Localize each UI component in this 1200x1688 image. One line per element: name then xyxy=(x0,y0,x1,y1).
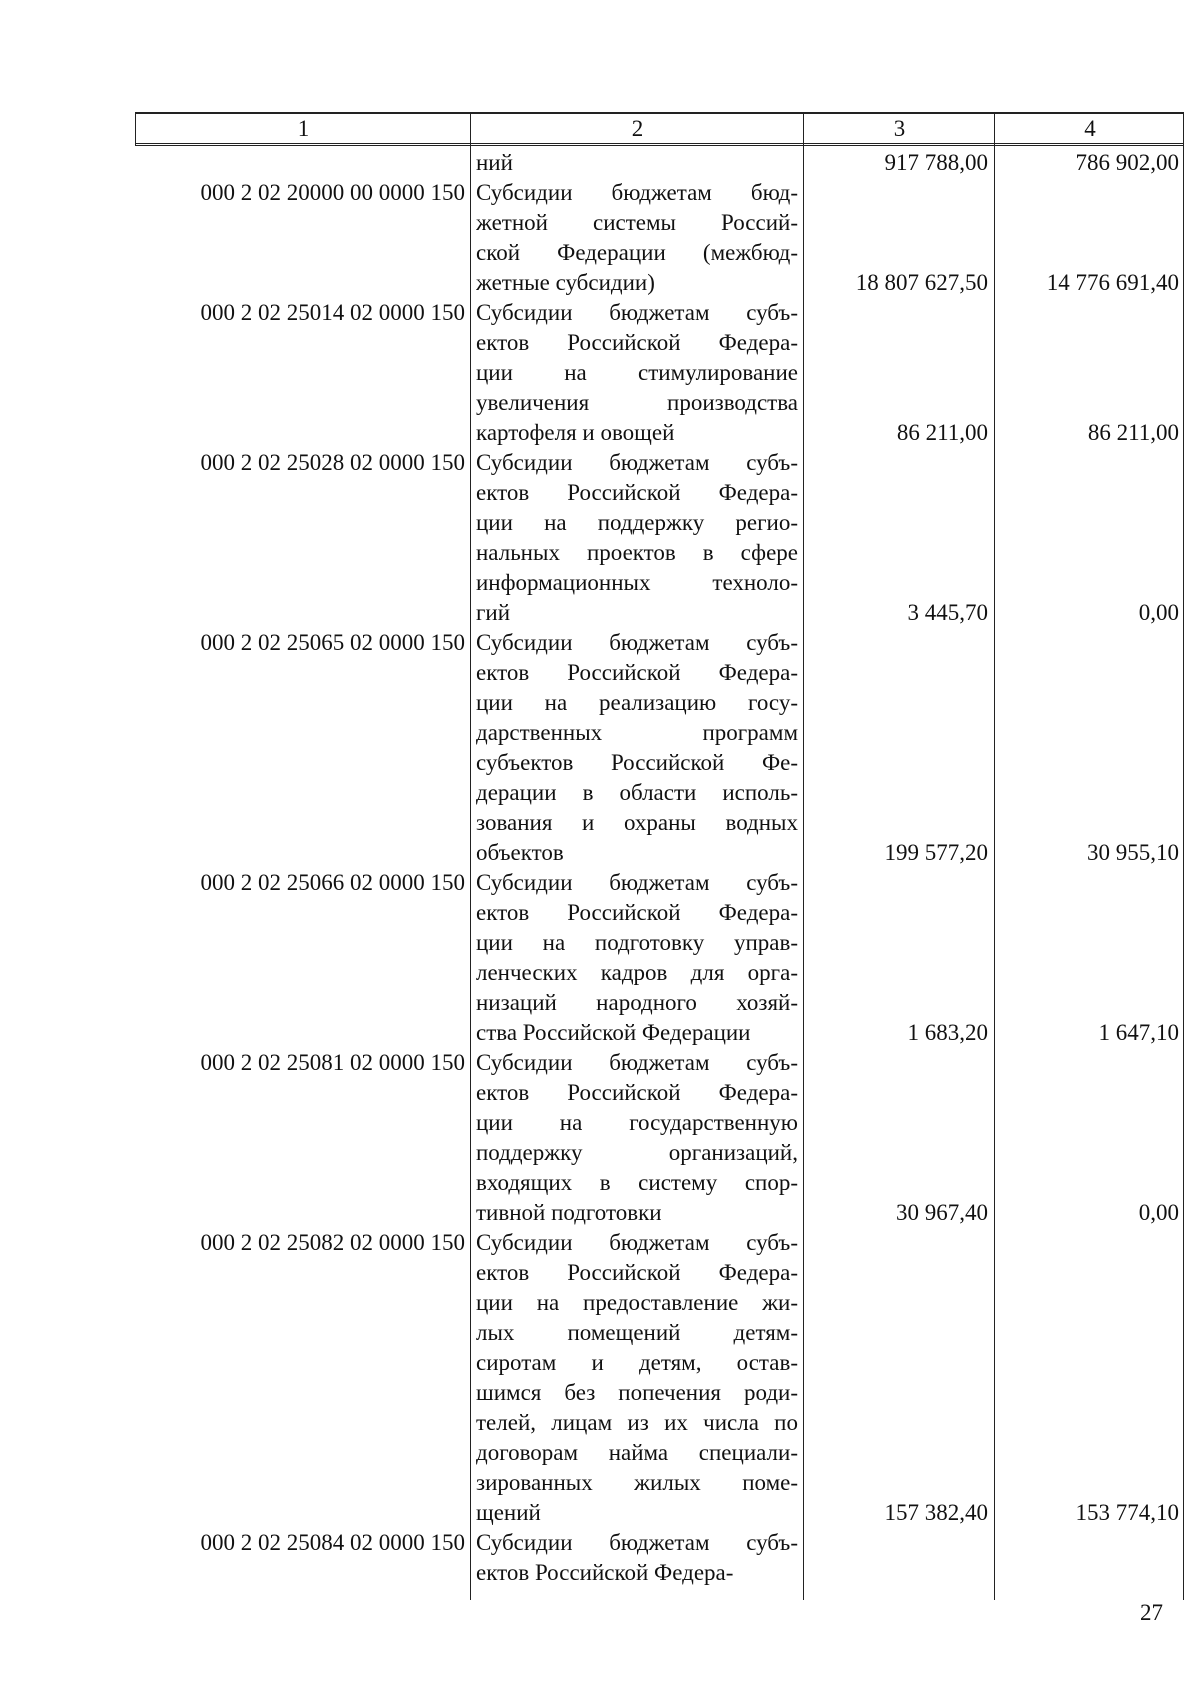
budget-code: 000 2 02 20000 00 0000 150 xyxy=(200,180,465,205)
description-line: Субсидии бюджетам субъ- xyxy=(476,1050,798,1075)
budget-code: 000 2 02 25028 02 0000 150 xyxy=(200,450,465,475)
row-description xyxy=(476,868,798,1048)
column-header-4: 4 xyxy=(1084,116,1096,141)
amount-column-4: 153 774,10 xyxy=(1075,1500,1179,1525)
budget-code: 000 2 02 25082 02 0000 150 xyxy=(200,1230,465,1255)
description-line: ектов Российской Федера- xyxy=(476,330,798,355)
description-line: жетной системы Россий- xyxy=(476,210,798,235)
amount-column-3: 1 683,20 xyxy=(907,1020,988,1045)
amount-column-3: 30 967,40 xyxy=(896,1200,988,1225)
description-line: объектов xyxy=(476,840,564,865)
description-line: Субсидии бюджетам субъ- xyxy=(476,870,798,895)
description-line: ции на стимулирование xyxy=(476,360,798,385)
amount-column-3: 86 211,00 xyxy=(896,420,988,445)
description-line: ции на подготовку управ- xyxy=(476,930,798,955)
description-line: ектов Российской Федера- xyxy=(476,660,798,685)
amount-column-3: 199 577,20 xyxy=(884,840,988,865)
table-row xyxy=(135,628,1184,868)
description-line: информационных техноло- xyxy=(476,570,798,595)
amount-column-4: 30 955,10 xyxy=(1087,840,1179,865)
amount-column-3: 917 788,00 xyxy=(884,150,988,175)
description-line: входящих в систему спор- xyxy=(476,1170,798,1195)
description-line: ний xyxy=(476,150,513,175)
description-line: дерации в области исполь- xyxy=(476,780,798,805)
budget-code: 000 2 02 25081 02 0000 150 xyxy=(200,1050,465,1075)
amount-column-3: 18 807 627,50 xyxy=(855,270,988,295)
description-line: зированных жилых поме- xyxy=(476,1470,798,1495)
description-line: поддержку организаций, xyxy=(476,1140,798,1165)
description-line: ской Федерации (межбюд- xyxy=(476,240,798,265)
budget-code: 000 2 02 25065 02 0000 150 xyxy=(200,630,465,655)
description-line: Субсидии бюджетам субъ- xyxy=(476,1230,798,1255)
description-line: Субсидии бюджетам субъ- xyxy=(476,630,798,655)
table-left-border xyxy=(135,112,136,146)
description-line: Субсидии бюджетам субъ- xyxy=(476,1530,798,1555)
description-line: ектов Российской Федера- xyxy=(476,1560,734,1585)
row-description xyxy=(476,628,798,868)
description-line: зования и охраны водных xyxy=(476,810,798,835)
budget-code: 000 2 02 25066 02 0000 150 xyxy=(200,870,465,895)
table-row xyxy=(135,448,1184,628)
description-line: Субсидии бюджетам бюд- xyxy=(476,180,798,205)
description-line: жетные субсидии) xyxy=(476,270,655,295)
amount-column-4: 0,00 xyxy=(1138,1200,1179,1225)
description-line: гий xyxy=(476,600,511,625)
description-line: шимся без попечения роди- xyxy=(476,1380,798,1405)
amount-column-4: 786 902,00 xyxy=(1075,150,1179,175)
row-description xyxy=(476,298,798,448)
amount-column-4: 86 211,00 xyxy=(1087,420,1179,445)
row-description xyxy=(476,448,798,628)
table-row xyxy=(135,1228,1184,1528)
table-row xyxy=(135,178,1184,298)
column-header-1: 1 xyxy=(297,116,310,141)
row-description xyxy=(476,1528,798,1588)
amount-column-4: 14 776 691,40 xyxy=(1046,270,1179,295)
description-line: ектов Российской Федера- xyxy=(476,1260,798,1285)
table-row xyxy=(135,868,1184,1048)
table-header-row xyxy=(135,112,1184,146)
table-row xyxy=(135,1048,1184,1228)
page-number: 27 xyxy=(1140,1600,1163,1625)
description-line: низаций народного хозяй- xyxy=(476,990,798,1015)
description-line: договорам найма специали- xyxy=(476,1440,798,1465)
description-line: дарственных программ xyxy=(476,720,798,745)
description-line: ции на предоставление жи- xyxy=(476,1290,798,1315)
description-line: нальных проектов в сфере xyxy=(476,540,798,565)
column-header-2: 2 xyxy=(631,116,644,141)
table-row xyxy=(135,148,1184,178)
budget-code: 000 2 02 25084 02 0000 150 xyxy=(200,1530,465,1555)
column-header-3: 3 xyxy=(893,116,906,141)
description-line: ции на поддержку регио- xyxy=(476,510,798,535)
description-line: ектов Российской Федера- xyxy=(476,480,798,505)
row-description xyxy=(476,148,798,178)
description-line: ленческих кадров для орга- xyxy=(476,960,798,985)
amount-column-3: 3 445,70 xyxy=(907,600,988,625)
description-line: картофеля и овощей xyxy=(476,420,675,445)
amount-column-4: 0,00 xyxy=(1138,600,1179,625)
description-line: ектов Российской Федера- xyxy=(476,1080,798,1105)
amount-column-4: 1 647,10 xyxy=(1098,1020,1179,1045)
table-row xyxy=(135,1528,1184,1588)
description-line: увеличения производства xyxy=(476,390,798,415)
description-line: субъектов Российской Фе- xyxy=(476,750,798,775)
description-line: ции на государственную xyxy=(476,1110,798,1135)
description-line: Субсидии бюджетам субъ- xyxy=(476,450,798,475)
row-description xyxy=(476,1048,798,1228)
description-line: тивной подготовки xyxy=(476,1200,662,1225)
description-line: Субсидии бюджетам субъ- xyxy=(476,300,798,325)
row-description xyxy=(476,178,798,298)
budget-code: 000 2 02 25014 02 0000 150 xyxy=(200,300,465,325)
description-line: сиротам и детям, остав- xyxy=(476,1350,798,1375)
table-row xyxy=(135,298,1184,448)
amount-column-3: 157 382,40 xyxy=(884,1500,988,1525)
row-description xyxy=(476,1228,798,1528)
description-line: ства Российской Федерации xyxy=(476,1020,751,1045)
description-line: лых помещений детям- xyxy=(476,1320,798,1345)
description-line: ции на реализацию госу- xyxy=(476,690,798,715)
description-line: щений xyxy=(476,1500,541,1525)
description-line: телей, лицам из их числа по xyxy=(476,1410,798,1435)
description-line: ектов Российской Федера- xyxy=(476,900,798,925)
